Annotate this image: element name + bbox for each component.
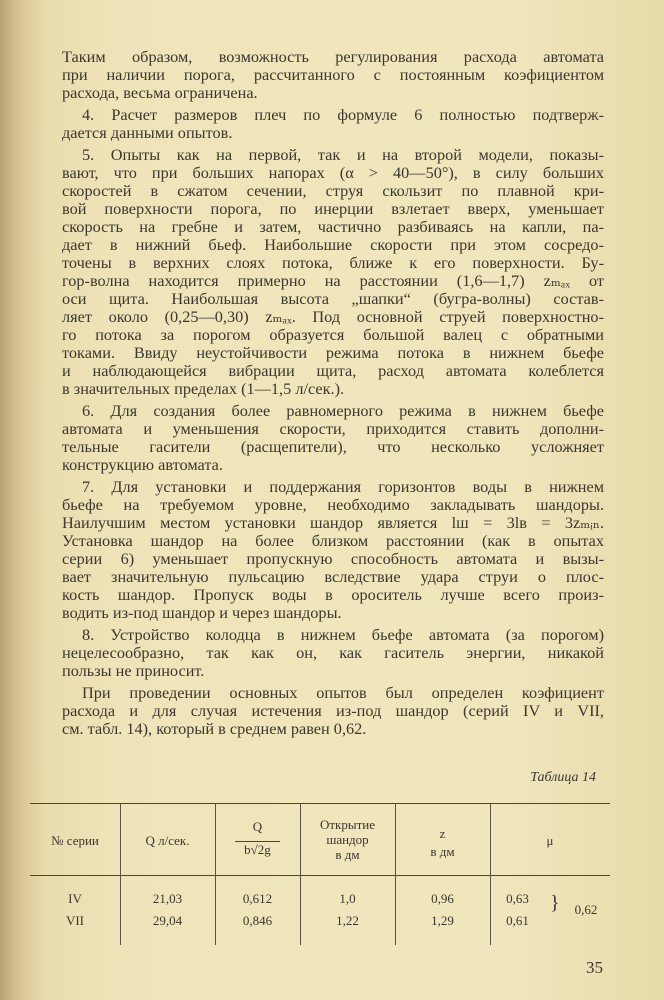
paragraph (62, 626, 604, 680)
text-line: в значительных пределах (1—1,5 л/сек.). (62, 379, 345, 398)
text-line: дает в нижний бьеф. Наибольшие скорости при этом сосредо- (62, 235, 604, 254)
header-z-line1: z (439, 826, 446, 841)
text-line: При проведении основных опытов был определен коэфициент (82, 683, 604, 702)
text-line: ляет около (0,25—0,30) zₘₐₓ. Под основной струей поверхностно- (62, 307, 604, 326)
header-discharge: Q л/сек. (145, 833, 190, 848)
paragraph (62, 478, 604, 622)
table-cell: IV (68, 891, 82, 906)
text-line: водить из-под шандор и через шандоры. (62, 603, 342, 622)
page-number: 35 (586, 958, 603, 977)
text-line: и наблюдающейся вибрации щита, расход автомата колеблется (62, 361, 604, 380)
table-cell: 1,0 (339, 891, 356, 906)
header-opening-line3: в дм (335, 847, 360, 862)
text-line: токами. Ввиду неустойчивости режима потока в нижнем бьефе (62, 343, 604, 362)
text-line: 7. Для установки и поддержания горизонтов воды в нижнем (82, 477, 604, 496)
header-opening-line1: Открытие (319, 817, 376, 832)
paragraph (62, 402, 604, 474)
brace: } (550, 892, 560, 914)
header-ratio-denominator: b√2g (235, 841, 280, 858)
table-cell: 0,61 (506, 913, 529, 928)
table-cell: 0,846 (242, 913, 273, 928)
text-line: Таким образом, возможность регулирования расхода автомата (62, 47, 604, 66)
text-line: дается данными опытов. (62, 123, 233, 142)
text-line: конструкцию автомата. (62, 455, 223, 474)
column-divider (490, 803, 491, 945)
text-line: расхода, весьма ограничена. (62, 83, 258, 102)
table-top-rule (30, 803, 610, 804)
header-mu: μ (546, 833, 554, 848)
text-line: серии 6) уменьшает пропускную способность автомата и вызы- (62, 549, 604, 568)
table-cell: 0,96 (431, 891, 454, 906)
header-ratio-numerator: Q (252, 819, 263, 834)
text-line: 4. Расчет размеров плеч по формуле 6 полностью подтверж- (82, 105, 604, 124)
header-opening-line2: шандор (326, 832, 369, 847)
text-line: вают, что при больших напорах (α > 40—50°), в силу больших (62, 163, 604, 182)
text-line: точены в верхних слоях потока, ближе к его поверхности. Бу- (62, 253, 604, 272)
text-line: Установка шандор на более близком расстоянии (как в опытах (62, 531, 604, 550)
text-line: гор-волна находится примерно на расстоянии (1,6—1,7) zₘₐₓ от (62, 271, 604, 290)
text-line: автомата и уменьшения скорости, приходится ставить дополни- (62, 419, 604, 438)
text-line: скоростей в сжатом сечении, струя скользит по плавной кри- (62, 181, 604, 200)
text-line: вой поверхности порога, по инерции взлетает вверх, уменьшает (62, 199, 604, 218)
text-line: тельные гасители (расщепители), что несколько усложняет (62, 437, 604, 456)
header-opening (300, 817, 395, 862)
text-line: 8. Устройство колодца в нижнем бьефе автомата (за порогом) (82, 625, 604, 644)
text-line: бьефе на требуемом уровне, необходимо закладывать шандоры. (62, 495, 604, 514)
paragraph (62, 48, 604, 102)
text-line: вает значительную пульсацию вследствие удара струи о плос- (62, 567, 604, 586)
header-series: № серии (51, 833, 99, 848)
paragraph (62, 684, 604, 738)
table-header-rule (30, 875, 610, 876)
text-line: кость шандор. Пропуск воды в ороситель лучше всего произ- (62, 585, 604, 604)
text-line: пользы не приносит. (62, 661, 205, 680)
text-line: нецелесообразно, так как он, как гаситель энергии, никакой (62, 643, 604, 662)
header-z (395, 825, 490, 861)
text-line: при наличии порога, рассчитанного с постоянным коэфициентом (62, 65, 604, 84)
text-line: расхода и для случая истечения из-под шандор (серий IV и VII, (62, 701, 604, 720)
paragraph (62, 146, 604, 398)
table-cell: 0,612 (242, 891, 273, 906)
body-text (62, 48, 604, 738)
text-line: Наилучшим местом установки шандор является lш = 3lв = 3zₘᵢₙ. (62, 513, 604, 532)
text-line: см. табл. 14), который в среднем равен 0,62. (62, 719, 367, 738)
text-line: 5. Опыты как на первой, так и на второй модели, показы- (82, 145, 604, 164)
paragraph (62, 106, 604, 142)
text-line: 6. Для создания более равномерного режима в нижнем бьефе (82, 401, 604, 420)
table-cell: 29,04 (152, 913, 183, 928)
table-cell: 21,03 (152, 891, 183, 906)
table-caption: Таблица 14 (530, 770, 596, 785)
text-line: го потока за порогом образуется большой валец с обратными (62, 325, 604, 344)
table-cell: 0,63 (506, 891, 529, 906)
header-z-line2: в дм (430, 844, 455, 859)
table-cell: 1,22 (336, 913, 359, 928)
mu-mean: 0,62 (574, 902, 598, 917)
table-cell: 1,29 (431, 913, 454, 928)
table-cell: VII (65, 913, 85, 928)
text-line: оси щита. Наибольшая высота „шапки“ (бугра-волны) состав- (62, 289, 604, 308)
text-line: скорость на гребне и затем, частично разбиваясь на капли, па- (62, 217, 604, 236)
